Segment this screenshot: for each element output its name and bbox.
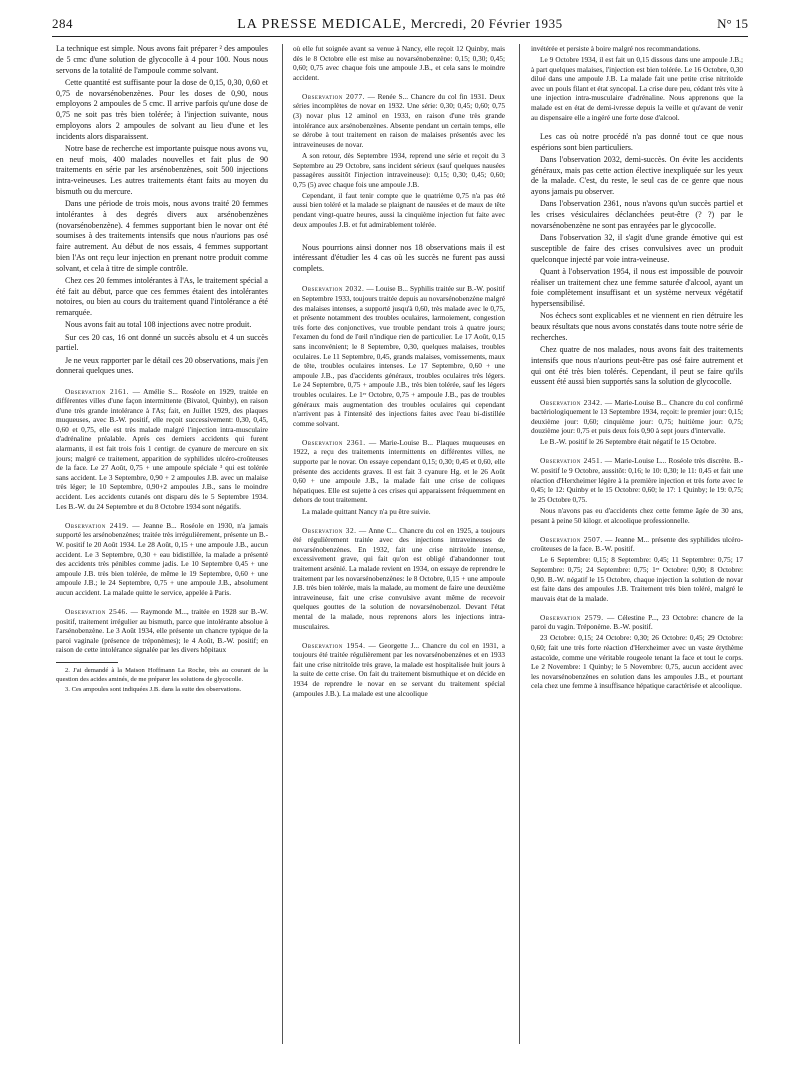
paragraph (56, 199, 268, 274)
issue-date: Mercredi, 20 Février 1935 (410, 16, 563, 31)
spacer (56, 513, 268, 521)
paragraph (56, 44, 268, 76)
paragraph-text: — Jeanne B... Roséole en 1930, n'a jamais supporté les arsénobenzènes; traitée très irrégulièrement, présente un B.-W. positif le 20 Août 1934. Le 28 Août, 0,15 + une ampoule J.B., aucun accident. Le 3 Septembre, 0,30 + eau bidistillée, la malade a présenté des accidents très pénibles comme jadis. Le 10 Septembre 0,45 + une ampoule J.B. très bien tolérée, de même le 19 Septembre, 0,60 + une ampoule J.B.; le 24 Septembre, 0,75 + une ampoule J.B., absolument aucun accident. La malade quitte le service, appelée à Paris. (56, 520, 268, 597)
observation-label: Observation 2077. (302, 91, 365, 101)
observation-paragraph (531, 456, 743, 504)
paragraph (56, 78, 268, 143)
spacer (531, 448, 743, 456)
paragraph-text: — Louise B... Syphilis traitée sur B.-W. positif en Septembre 1933, toujours traitée depuis au novarsénobenzène malgré des malaises intenses, a supporté jusqu'à 0,60, très malade avec le 0,75, et présente notamment des troubles oculaires, larmoiement, congestion très forte des conjonctives, vue trouble pendant trois à quatre jours; l'examen du fond de l'œil n'indique rien de particulier. Le 17 Août, 0,15 sans inconvénient; le 8 Septembre, 0,30, quelques malaises, troubles oculaires. Le 11 Septembre, 0,45, grands malaises, vomissements, maux de tête, troubles oculaires intenses. Le 17 Septembre, 0,60 + une ampoule J.B., pas d'accidents généraux, troubles oculaires très légers. Le 24 Septembre, 0,75 + ampoule J.B., très bien tolérée, sauf les légers troubles oculaires. Le 1ᵉʳ Octobre, 0,75 + ampoule J.B., pas de troubles généraux mais augmentation des troubles oculaires qui cependant n'arrivent pas à l'intensité des injections faites avec l'eau bi-distillée comme solvant. (293, 284, 505, 428)
running-title (52, 16, 748, 33)
observation-label: Observation 2342. (540, 397, 603, 407)
paragraph-text: A son retour, dès Septembre 1934, reprend une série et reçoit du 3 Septembre au 29 Octobre, sans incident sérieux (sauf quelques nausées passagères aussitôt l'injection intraveineuse): 0,15; 0,30; 0,45; 0,60; 0,75 (5) avec chaque fois une ampoule J.B. (293, 150, 505, 189)
observation-paragraph (56, 387, 268, 512)
paragraph-text: — Marie-Louise B... Plaques muqueuses en 1922, a reçu des traitements intermittents en différentes villes, ne supporte par le novar. On essaye cependant 0,15; 0,30; 0,45 et 0,60, elle présente des accidents graves. Il est fait 3 cyanure Hg. et le 26 Août 0,60 + une ampoule J.B., la malade fait une crise de coliques hépatiques. Elle est sujette à ces crises qui apparaissent fréquemment en dehors de tout traitement. (293, 437, 505, 505)
paragraph (531, 506, 743, 525)
paragraph-text: La technique est simple. Nous avons fait préparer ² des ampoules de 5 cmc d'une solution de glycocolle à 4 pour 100. Nous nous servons de la totalité de l'ampoule comme solvant. (56, 44, 268, 75)
observation-label: Observation 1954. (302, 640, 366, 650)
paragraph (293, 191, 505, 229)
paragraph-text: Chez quatre de nos malades, nous avons fait des traitements intensifs que nous n'aurions peut-être pas osé faire autrement et qui ont été très bien tolérés. Cependant, il peut se faire qu'ils eussent été aussi bien supportés sans la solution de glycocolle. (531, 345, 743, 387)
paragraph (56, 320, 268, 331)
spacer (293, 84, 505, 92)
paragraph-text: Nous pourrions ainsi donner nos 18 observations mais il est intéressant d'étudier les 4 cas où les succès ne furent pas aussi complets. (293, 242, 505, 274)
paragraph-text: Quant à l'observation 1954, il nous est impossible de pouvoir réaliser un traitement chez une femme saturée d'alcool, ayant un foie complètement insuffisant et un système nerveux végétatif hypersensibilisé. (531, 266, 743, 308)
column-separator-2 (519, 44, 520, 1044)
paragraph (531, 311, 743, 343)
observation-label: Observation 2451. (540, 456, 603, 466)
page-number: 284 (52, 16, 73, 31)
paragraph (56, 144, 268, 198)
observation-paragraph (531, 535, 743, 554)
paragraph-text: — Marie-Louise L... Roséole très discrète. B.-W. positif le 9 Octobre, aussitôt: 0,16; le 10: 0,30; le 11: 0,45 et fait une réaction d'Herxheimer légère à la première injection et très forte avec le 0,45; le 12: Quinby et le 15 Octobre: 0,60; le 17: 1 Quinby; le 19: 0,75; le 25 Octobre 0,75. (531, 456, 743, 504)
observation-label: Observation 2361. (302, 437, 366, 447)
observation-paragraph (531, 398, 743, 436)
observation-label: Observation 2032. (302, 284, 365, 294)
paragraph-text: Je ne veux rapporter par le détail ces 20 observations, mais j'en donnerai quelques unes. (56, 355, 268, 376)
observation-paragraph (293, 526, 505, 632)
paragraph-text: Nous avons fait au total 108 injections avec notre produit. (65, 320, 252, 330)
spacer (293, 518, 505, 526)
paragraph-text: — Amélie S... Roséole en 1929, traitée en différentes villes d'une façon intermittente (Bivatol, Quinby), en raison d'une très grande intolérance à l'As; fait, en Juillet 1929, des plaques muqueuses, avec B.-W. positif, elle reçoit successivement: 0,30, 0,45, 0,60 et 0,75, elle est très malade malgré l'injection intra-musculaire d'adrénaline préalable. Après ces derniers accidents qui furent alarmants, il est fait trois fois 1 centigr. de cyanure de mercure en six jours; malgré ce traitement, apparition de syphilides ulcéro-croûteuses de la face. Le 27 Août, 0,75 + une ampoule spéciale ³ qui est tolérée sans accident. Le 3 Septembre, 0,90 + 2 ampoules J.B. avec un malaise très léger; le 10 Septembre, 0,90+2 ampoules J.B., sans le moindre accident. Les accidents cutanés ont disparu dès le 5 Septembre 1934. Les B.-W. du 24 Septembre et du 8 Octobre 1934 sont négatifs. (56, 386, 268, 511)
paragraph-text: — Renée S... Chancre du col fin 1931. Deux séries incomplètes de novar en 1932. Une série: 0,30; 0,45; 0,60; 0,75 (3) novar plus 12 aminol en 1933, en raison d'une très grande intolérance aux arsénobenzènes. Absente pendant un certain temps, elle se dérobe à tout traitement en raison de malaises présentés avec les intraveineuses de novar. (293, 91, 506, 149)
paragraph-text: Chez ces 20 femmes intolérantes à l'As, le traitement spécial a été fait au début, parce que ces femmes étaient des intolérantes notoires, ou bien au cours du traitement quand l'intolérance a été remarquée. (56, 275, 268, 317)
paragraph (531, 633, 743, 691)
paragraph (531, 555, 743, 603)
observation-paragraph (56, 607, 268, 655)
paragraph-text: Dans l'observation 2032, demi-succès. On évite les accidents généraux, mais pas cette action élective inexpliquée sur les yeux de la malade. C'est, du reste, le seul cas de ce genre que nous ayons jamais pu observer. (531, 154, 743, 196)
paragraph (56, 333, 268, 355)
paragraph-text: — Jeanne M... présente des syphilides ulcéro-croûteuses de la face. B.-W. positif. (531, 534, 744, 554)
paragraph-text: Dans une période de trois mois, nous avons traité 20 femmes intolérantes à des degrés divers aux arsénobenzènes (novarsénobenzène). 4 femmes supportant bien le novar ont été soumises à des traitements intensifs que nous n'aurions pas osé faire autrement. Au début de nos essais, 4 femmes supportant bien l'As ont reçu leur injection en prenant notre produit comme solvant, et cela à titre de simple contrôle. (56, 199, 268, 273)
column-1 (56, 44, 268, 696)
spacer (293, 231, 505, 243)
footnote (56, 686, 268, 695)
observation-paragraph (293, 438, 505, 505)
paragraph (531, 233, 743, 265)
paragraph (531, 437, 743, 447)
paragraph (56, 276, 268, 319)
paragraph-text: — Célestine P..., 23 Octobre: chancre de la paroi du vagin. Tréponème. B.-W. positif. (531, 612, 743, 632)
paragraph-text: — Marie-Louise B... Chancre du col confirmé bactériologiquement le 13 Septembre 1934, reçoit: le premier jour: 0,15; deuxième jour: 0,60; cinquième jour: 0,75; huitième jour: 0,75; douzième jour: 0,75 et puis deux fois 0,90 à sept jours d'intervalle. (531, 397, 743, 436)
paragraph-text: 2. J'ai demandé à la Maison Hoffmann La Roche, très au courant de la question des acides aminés, de me préparer les solutions de glycocolle. (56, 666, 268, 683)
paragraph-text: Le B.-W. positif le 26 Septembre était négatif le 15 Octobre. (540, 437, 717, 447)
observation-label: Observation 2579. (540, 612, 604, 622)
paragraph-text: Sur ces 20 cas, 16 ont donné un succès absolu et 4 un succès partiel. (56, 332, 268, 353)
paragraph (531, 267, 743, 310)
paragraph (531, 199, 743, 231)
observation-label: Observation 2161. (65, 386, 129, 396)
paragraph (293, 44, 505, 82)
paragraph-text: invétérée et persiste à boire malgré nos recommandations. (531, 44, 701, 53)
paragraph-text: Nous n'avons pas eu d'accidents chez cette femme âgée de 30 ans, pesant à peine 50 kilogr. et alcoolique professionnelle. (531, 505, 743, 525)
spacer (293, 633, 505, 641)
observation-label: Observation 2507. (540, 534, 603, 544)
paragraph (293, 151, 505, 189)
observation-paragraph (56, 521, 268, 598)
column-2 (293, 44, 505, 700)
footnote (56, 667, 268, 684)
paragraph (56, 356, 268, 378)
spacer (293, 276, 505, 284)
spacer (531, 605, 743, 613)
paragraph (531, 44, 743, 54)
spacer (531, 390, 743, 398)
paragraph-text: — Georgette J... Chancre du col en 1931, a toujours été traitée régulièrement par les novarsénobenzènes et en 1933 fait une crise nitritoïde très grave, la malade est hospitalisée huit jours à la suite de cette crise. On fait du traitement bismuthique et on décide en 1934 de reprendre le novar en se servant du traitement spécial (ampoules J.B.). La malade est une alcoolique (293, 640, 505, 698)
observation-paragraph (531, 613, 743, 632)
paragraph-text: — Raymonde M..., traitée en 1928 sur B.-W. positif, traitement irrégulier au bismuth, parce que intolérante absolue à l'arsénobenzène. Le 3 Août 1934, elle présente un chancre typique de la paroi vaginale (présence de tréponèmes); le 4 Août, B.-W. positif; en raison de cette intolérance signalée par les divers hôpitaux (56, 606, 268, 655)
paragraph (293, 507, 505, 517)
column-separator-1 (282, 44, 283, 1044)
paragraph-text: Dans l'observation 2361, nous n'avons qu'un succès partiel et les crises vésiculaires déclanchées peut-être (? ?) par le novarsénobenzène ne sont pas enrayées par le glycocolle. (531, 199, 743, 230)
spacer (531, 527, 743, 535)
paragraph-text: 23 Octobre: 0,15; 24 Octobre: 0,30; 26 Octobre: 0,45; 29 Octobre: 0,60; fait une très forte réaction d'Herxheimer avec un vaste érythème astacoïde, comme une véritable rougeole tenant la face et tout le corps. Le 2 Novembre: 1 Quinby; le 5 Novembre: 0,75, aucun accident avec les novarsénobenzènes en solution dans les ampoules J.B., et pourtant cela chez une femme à insuffisance hépatique caractérisée et alcoolique. (531, 633, 743, 691)
spacer (56, 379, 268, 387)
observation-label: Observation 2546. (65, 606, 128, 616)
paragraph-text: Notre base de recherche est importante puisque nous avons vu, en neuf mois, 400 malades nouvelles et fait plus de 90 traitements en série par les arsénobenzènes, soit 500 injections intra-veineuses. Les autres traitements étant faits au moyen du bismuth ou du mercure. (56, 143, 268, 196)
paragraph-text: Cependant, il faut tenir compte que le quatrième 0,75 n'a pas été aussi bien toléré et la malade se plaignant de nausées et de maux de tête pendant vingt-quatre heures, aussi la cinquième injection fut faite avec deux ampoules J.B. et fut admirablement tolérée. (293, 190, 505, 229)
spacer (293, 430, 505, 438)
footnote-rule (56, 662, 118, 663)
page-header (52, 16, 748, 38)
paragraph-text: Le 6 Septembre: 0,15; 8 Septembre: 0,45; 11 Septembre: 0,75; 17 Septembre: 0,75; 24 Septembre: 0,75; 1ᵉʳ Octobre: 0,90; 8 Octobre: 0,90. B.-W. négatif le 15 Octobre, chaque injection la solution de novar est faite dans des ampoules J.B. Traitement très bien toléré, malgré le mauvais état de la malade. (531, 555, 743, 603)
paragraph (293, 243, 505, 275)
paragraph (531, 55, 743, 122)
observation-paragraph (293, 641, 505, 699)
paragraph-text: Cette quantité est suffisante pour la dose de 0,15, 0,30, 0,60 et 0,75 de novarsénobenzènes. Pour les doses de 0,90, nous employons 2 ampoules de 5 cmc. Il arrive parfois qu'une dose de 0,75 ne soit pas très bien tolérée; à l'injection suivante, nous employons alors 2 ampoules de solvant au lieu d'une et les incidents alors disparaissent. (56, 77, 268, 141)
paragraph-text: où elle fut soignée avant sa venue à Nancy, elle reçoit 12 Quinby, mais dès le 8 Octobre elle est mise au novarsénobenzène: 0,15; 0,30; 0,45; 0,60; 0,75 avec chaque fois une ampoule J.B., et cela sans le moindre accident. (293, 44, 505, 82)
paragraph (531, 155, 743, 198)
column-3 (531, 44, 743, 693)
issue-number: N° 15 (717, 16, 748, 31)
spacer (56, 599, 268, 607)
observation-paragraph (293, 284, 505, 428)
paragraph-text: Le 9 Octobre 1934, il est fait un 0,15 dissous dans une ampoule J.B.; à part quelques malaises, l'injection est bien tolérée. Le 16 Octobre, 0,30 dilué dans une ampoule J.B. La malade fait une petite crise nitritoïde avec un pouls filant et état syncopal. La crise dure peu, cédant très vite à une injection intra-musculaire d'adrénaline. Nous apprenons que la malade est en état de demi-ivresse depuis la veille et qu'avant de venir au dispensaire elle a ingéré une forte dose d'alcool. (531, 55, 743, 122)
paragraph-text: 3. Ces ampoules sont indiquées J.B. dans la suite des observations. (65, 685, 242, 693)
paragraph-text: La malade quittant Nancy n'a pu être suivie. (302, 506, 431, 516)
observation-paragraph (293, 92, 505, 150)
paragraph (531, 132, 743, 154)
observation-label: Observation 2419. (65, 520, 129, 530)
spacer (531, 124, 743, 132)
header-rule (52, 36, 748, 37)
journal-name: LA PRESSE MEDICALE, (237, 17, 407, 32)
paragraph-text: Dans l'observation 32, il s'agit d'une grande émotive qui est susceptible de faire des crises convulsives avec un produit quelconque injecté par voie intra-veineuse. (531, 233, 743, 264)
paragraph (531, 345, 743, 388)
paragraph-text: Les cas où notre procédé n'a pas donné tout ce que nous espérions sont bien particuliers. (531, 131, 743, 152)
paragraph-text: Nos échecs sont explicables et ne viennent en rien détruire les beaux résultats que nous avons constatés dans toute notre série de recherches. (531, 311, 743, 342)
paragraph-text: — Anne C... Chancre du col en 1925, a toujours été régulièrement traitée avec des injections intraveineuses de novarsénobenzènes. En 1932, fait une crise nitritoïde intense, excessivement grave, qui fait qu'on est obligé d'abandonner tout traitement arsénié. La malade revient en 1934, on essaye de reprendre le traitement par les novarsénobenzènes: le 8 Octobre, 0,15 + une ampoule J.B. très bien tolérée, mais la malade, au moment de faire une deuxième intraveineuse, fait une crise convulsive avant même de recevoir quelques gouttes de la solution de novarsénobenzol. Devant l'état mental de la malade, nous reprenons alors les injections intra-musculaires. (293, 525, 505, 631)
observation-label: Observation 32. (302, 525, 357, 535)
